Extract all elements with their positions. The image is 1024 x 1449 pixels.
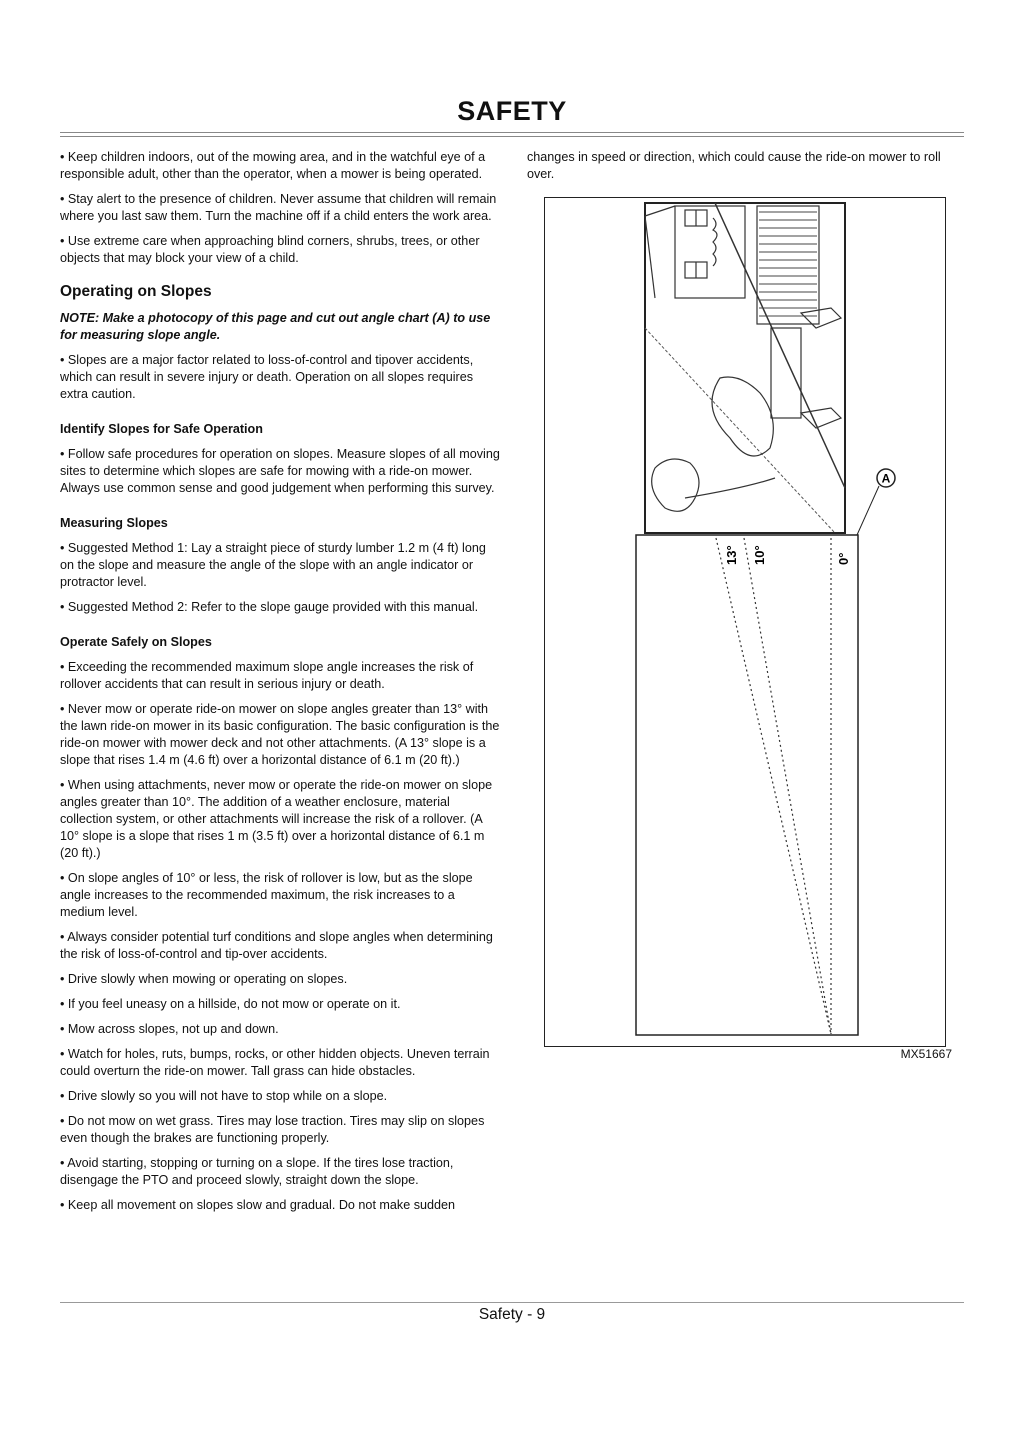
subheading-operate: Operate Safely on Slopes (60, 635, 212, 649)
subheading-measuring: Measuring Slopes (60, 516, 168, 530)
header-rule (60, 132, 964, 133)
angle-label-13: 13° (724, 545, 739, 565)
section-heading: Operating on Slopes (60, 283, 212, 300)
angle-line-10 (744, 538, 831, 1034)
right-column (527, 149, 967, 191)
note: NOTE: Make a photocopy of this page and cut out angle chart (A) to use for measuring slope angle. (60, 311, 491, 342)
callout-a-label: A (881, 471, 891, 486)
angle-label-0: 0° (836, 552, 851, 565)
callout-leader (857, 486, 879, 535)
paragraph: • Suggested Method 2: Refer to the slope gauge provided with this manual. (60, 600, 479, 614)
paragraph: • Keep all movement on slopes slow and gradual. Do not make sudden (60, 1198, 456, 1212)
angle-chart-lines (716, 538, 831, 1034)
footer-rule (60, 1302, 964, 1303)
angle-label-10: 10° (752, 545, 767, 565)
angle-chart-frame (636, 535, 858, 1035)
left-column (60, 149, 500, 1222)
paragraph: • Avoid starting, stopping or turning on a slope. If the tires lose traction, disengage the PTO and proceed slowly, straight down the slope. (60, 1156, 454, 1187)
slope-angle-figure (544, 197, 946, 1047)
paragraph: • Slopes are a major factor related to loss-of-control and tipover accidents, which can result in severe injury or death. Operation on all slopes requires extra caution. (60, 353, 474, 401)
house-drawing (645, 206, 819, 324)
paragraph: • When using attachments, never mow or operate the ride-on mower on slope angles greater than 10°. The addition of a weather enclosure, material collection system, or other attachments will increase the risk of a rollover. (A 10° slope is a slope that rises 1 m (3.5 ft) over a horizontal distance of 6.1 m (20 ft).) (60, 778, 493, 860)
paragraph: • Never mow or operate ride-on mower on slope angles greater than 13° with the lawn ride-on mower in its basic configuration. The basic configuration is the ride-on mower with mower deck and not other attachments. (A 13° slope is a slope that rises 1.4 m (4.6 ft) over a horizontal distance of 6.1 m (20 ft).) (60, 702, 500, 767)
paragraph: • Always consider potential turf conditions and slope angles when determining the risk of loss-of-control and tip-over accidents. (60, 930, 493, 961)
paragraph: • Drive slowly so you will not have to stop while on a slope. (60, 1089, 388, 1103)
person-drawing (771, 308, 841, 428)
tree-drawing (652, 377, 775, 511)
paragraph: changes in speed or direction, which could cause the ride-on mower to roll over. (527, 150, 941, 181)
figure-caption: MX51667 (900, 1047, 952, 1061)
fence-drawing (759, 212, 817, 316)
subheading-identify: Identify Slopes for Safe Operation (60, 422, 263, 436)
paragraph: • On slope angles of 10° or less, the risk of rollover is low, but as the slope angle increases to the recommended maximum, the risk increases to a medium level. (60, 871, 473, 919)
paragraph: • Suggested Method 1: Lay a straight piece of sturdy lumber 1.2 m (4 ft) long on the slope and measure the angle of the slope with an angle indicator or protractor level. (60, 541, 486, 589)
paragraph: • Do not mow on wet grass. Tires may lose traction. Tires may slip on slopes even though the brakes are functioning properly. (60, 1114, 485, 1145)
paragraph: • If you feel uneasy on a hillside, do not mow or operate on it. (60, 997, 401, 1011)
page-footer: Safety - 9 (478, 1306, 546, 1323)
angle-line-13 (716, 538, 831, 1034)
paragraph: • Mow across slopes, not up and down. (60, 1022, 279, 1036)
ground-hatch (645, 328, 835, 533)
header-rule-secondary (60, 136, 964, 137)
shrub-drawing (713, 218, 717, 266)
paragraph: • Follow safe procedures for operation on slopes. Measure slopes of all moving sites to determine which slopes are safe for mowing with a ride-on mower. Always use common sense and good judgement when performing this survey. (60, 447, 500, 495)
paragraph: • Keep children indoors, out of the mowing area, and in the watchful eye of a responsible adult, other than the operator, when a mower is being operated. (60, 150, 486, 181)
paragraph: • Stay alert to the presence of children. Never assume that children will remain where you last saw them. Turn the machine off if a child enters the work area. (60, 192, 497, 223)
ground-line (715, 203, 845, 488)
page-title: SAFETY (457, 96, 567, 126)
slope-illustration (545, 198, 947, 1048)
paragraph: • Exceeding the recommended maximum slope angle increases the risk of rollover accidents that can result in serious injury or death. (60, 660, 474, 691)
paragraph: • Drive slowly when mowing or operating on slopes. (60, 972, 348, 986)
paragraph: • Use extreme care when approaching blind corners, shrubs, trees, or other objects that may block your view of a child. (60, 234, 480, 265)
paragraph: • Watch for holes, ruts, bumps, rocks, or other hidden objects. Uneven terrain could overturn the ride-on mower. Tall grass can hide obstacles. (60, 1047, 490, 1078)
